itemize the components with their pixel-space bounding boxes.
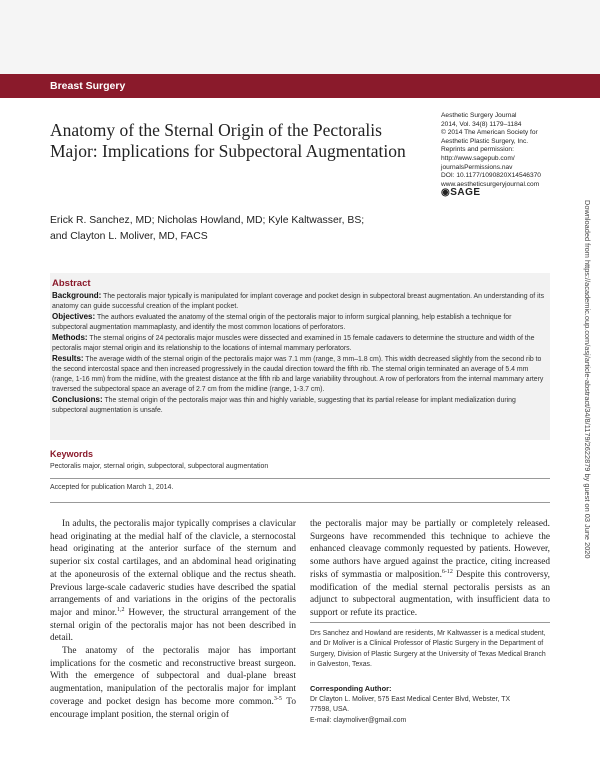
journal-line: 2014, Vol. 34(8) 1179–1184 [441,120,522,128]
body-text: To encourage implant position, the sternal origin of [50,696,296,720]
corresponding-email[interactable]: E-mail: claymoliver@gmail.com [310,716,407,724]
body-column-right [310,518,550,620]
author-affiliations: Drs Sanchez and Howland are residents, Mr Kaltwasser is a medical student, and Dr Moliver is a Clinical Professor of Plastic Surgery in the Department of Surgery, Division of Plastic Surgery at the University of Texas Medical Branch in Galveston, Texas. [310,630,546,668]
citation: 3-5 [273,695,282,702]
article-title: Anatomy of the Sternal Origin of the Pectoralis Major: Implications for Subpectoral Augmentation [50,120,406,161]
body-text: In adults, the pectoralis major typically comprises a clavicular head originating at the medial half of the clavicle, a sternocostal head originating at the anterior surface of the sternum and superior six costal cartilages, and an abdominal head originating at the aponeurosis of the external oblique and the rectus sheath. Previous large-scale cadaveric studies have described the spatial arrangements of and variations in the origins of the pectoralis major and minor. [50,519,296,618]
abstract-text: The sternal origin of the pectoralis major was thin and highly variable, suggesting that its partial release for implant medialization during subpectoral augmentation is unsafe. [52,397,516,414]
abstract-label: Conclusions: [52,395,103,404]
corresponding-line: Dr Clayton L. Moliver, 575 East Medical Center Blvd, Webster, TX [310,696,511,703]
corresponding-line: 77598, USA. [310,706,350,714]
journal-line[interactable]: journalsPermissions.nav [441,163,513,171]
abstract-label: Background: [52,291,102,300]
keywords-heading: Keywords [50,449,94,459]
divider [50,478,550,479]
citation: 1,2 [116,606,125,613]
journal-info [441,112,571,189]
author-list [50,213,430,245]
abstract-label: Results: [52,354,84,363]
journal-line[interactable]: http://www.sagepub.com/ [441,154,515,162]
accepted-date: Accepted for publication March 1, 2014. [50,484,174,491]
abstract-paragraph [52,291,548,312]
divider [50,502,550,503]
journal-line: © 2014 The American Society for [441,129,538,137]
authors-line: and Clayton L. Moliver, MD, FACS [50,231,208,242]
keywords-text: Pectoralis major, sternal origin, subpectoral, subpectoral augmentation [50,463,269,470]
abstract-paragraph [52,312,548,333]
body-text: Despite this controversy, modification of the medial sternal pectoralis persists as an adjunct to subpectoral augmentation, with insufficient data to support or refute its practice. [310,569,550,618]
corresponding-heading: Corresponding Author: [310,684,392,693]
body-paragraph [50,645,296,721]
abstract-label: Objectives: [52,312,96,321]
body-text: the pectoralis major may be partially or completely released. Surgeons have recommended this technique to achieve the enhanced cleavage commonly requested by patients. However, some authors have argued against the practice, citing increased risks of symmastia or malposition. [310,519,550,580]
journal-line: Reprints and permission: [441,146,514,154]
journal-line: Aesthetic Plastic Surgery, Inc. [441,137,529,145]
body-text: The anatomy of the pectoralis major has important implications for the cosmetic and reconstructive breast surgeon. With the emergence of subpectoral and dual-plane breast augmentation, manipulation of the pectoralis major for implant coverage and pocket design has become more common. [50,646,296,707]
journal-line[interactable]: www.aestheticsurgeryjournal.com [441,180,540,188]
abstract-paragraph [52,395,548,416]
section-label: Breast Surgery [50,80,126,92]
journal-line: DOI: 10.1177/1090820X14546370 [441,172,541,180]
corresponding-info [310,695,550,726]
sage-logo: ◉SAGE [441,187,481,198]
abstract-text: The authors evaluated the anatomy of the sternal origin of the pectoralis major to inform surgical planning, help establish a technique for subpectoral augmentation mammaplasty, and identify the most common locations of perforators. [52,314,512,331]
body-column-left [50,518,296,721]
abstract-heading: Abstract [52,278,91,289]
abstract-text: The average width of the sternal origin of the pectoralis major was 7.1 mm (range, 3 mm–1.8 cm). This width decreased slightly from the second rib to the second intercostal space and then increased progressively in the caudal direction toward the fifth rib. The sternal origin terminated an average of 5.4 mm (range, 1-16 mm) from the midline, with the greatest distance at the fifth rib and large variability throughout. A row of perforators from the internal mammary artery traversed the subpectoral space an average of 2.7 cm from the midline (range, 1-3.7 cm). [52,356,544,393]
journal-line: Aesthetic Surgery Journal [441,112,517,119]
abstract-paragraph [52,354,548,395]
footnote-divider [310,622,550,623]
citation: 6-12 [441,568,453,575]
authors-line: Erick R. Sanchez, MD; Nicholas Howland, MD; Kyle Kaltwasser, BS; [50,215,365,226]
body-paragraph [50,518,296,645]
publisher-name: SAGE [450,187,481,198]
body-text: However, the structural arrangement of the sternal origin of the pectoralis major has not been described in detail. [50,607,297,644]
abstract-text: The pectoralis major typically is manipulated for implant coverage and pocket design in subpectoral breast augmentation. An understanding of its anatomy can guide successful creation of the implant pocket. [52,293,545,310]
header-band [0,0,600,74]
abstract-paragraph [52,333,548,354]
download-notice-text: Downloaded from https://academic.oup.com/asj/article-abstract/34/8/1179/2622879 by guest on 03 June 2020 [583,200,592,559]
download-notice [582,200,594,620]
body-paragraph [310,518,550,620]
abstract-text: The sternal origins of 24 pectoralis major muscles were dissected and examined in 15 female cadavers to determine the structure and width of the pectoralis major sternal origin and its relationship to the locations of internal mammary perforators. [52,335,535,352]
abstract-body [52,291,548,416]
abstract-label: Methods: [52,333,88,342]
